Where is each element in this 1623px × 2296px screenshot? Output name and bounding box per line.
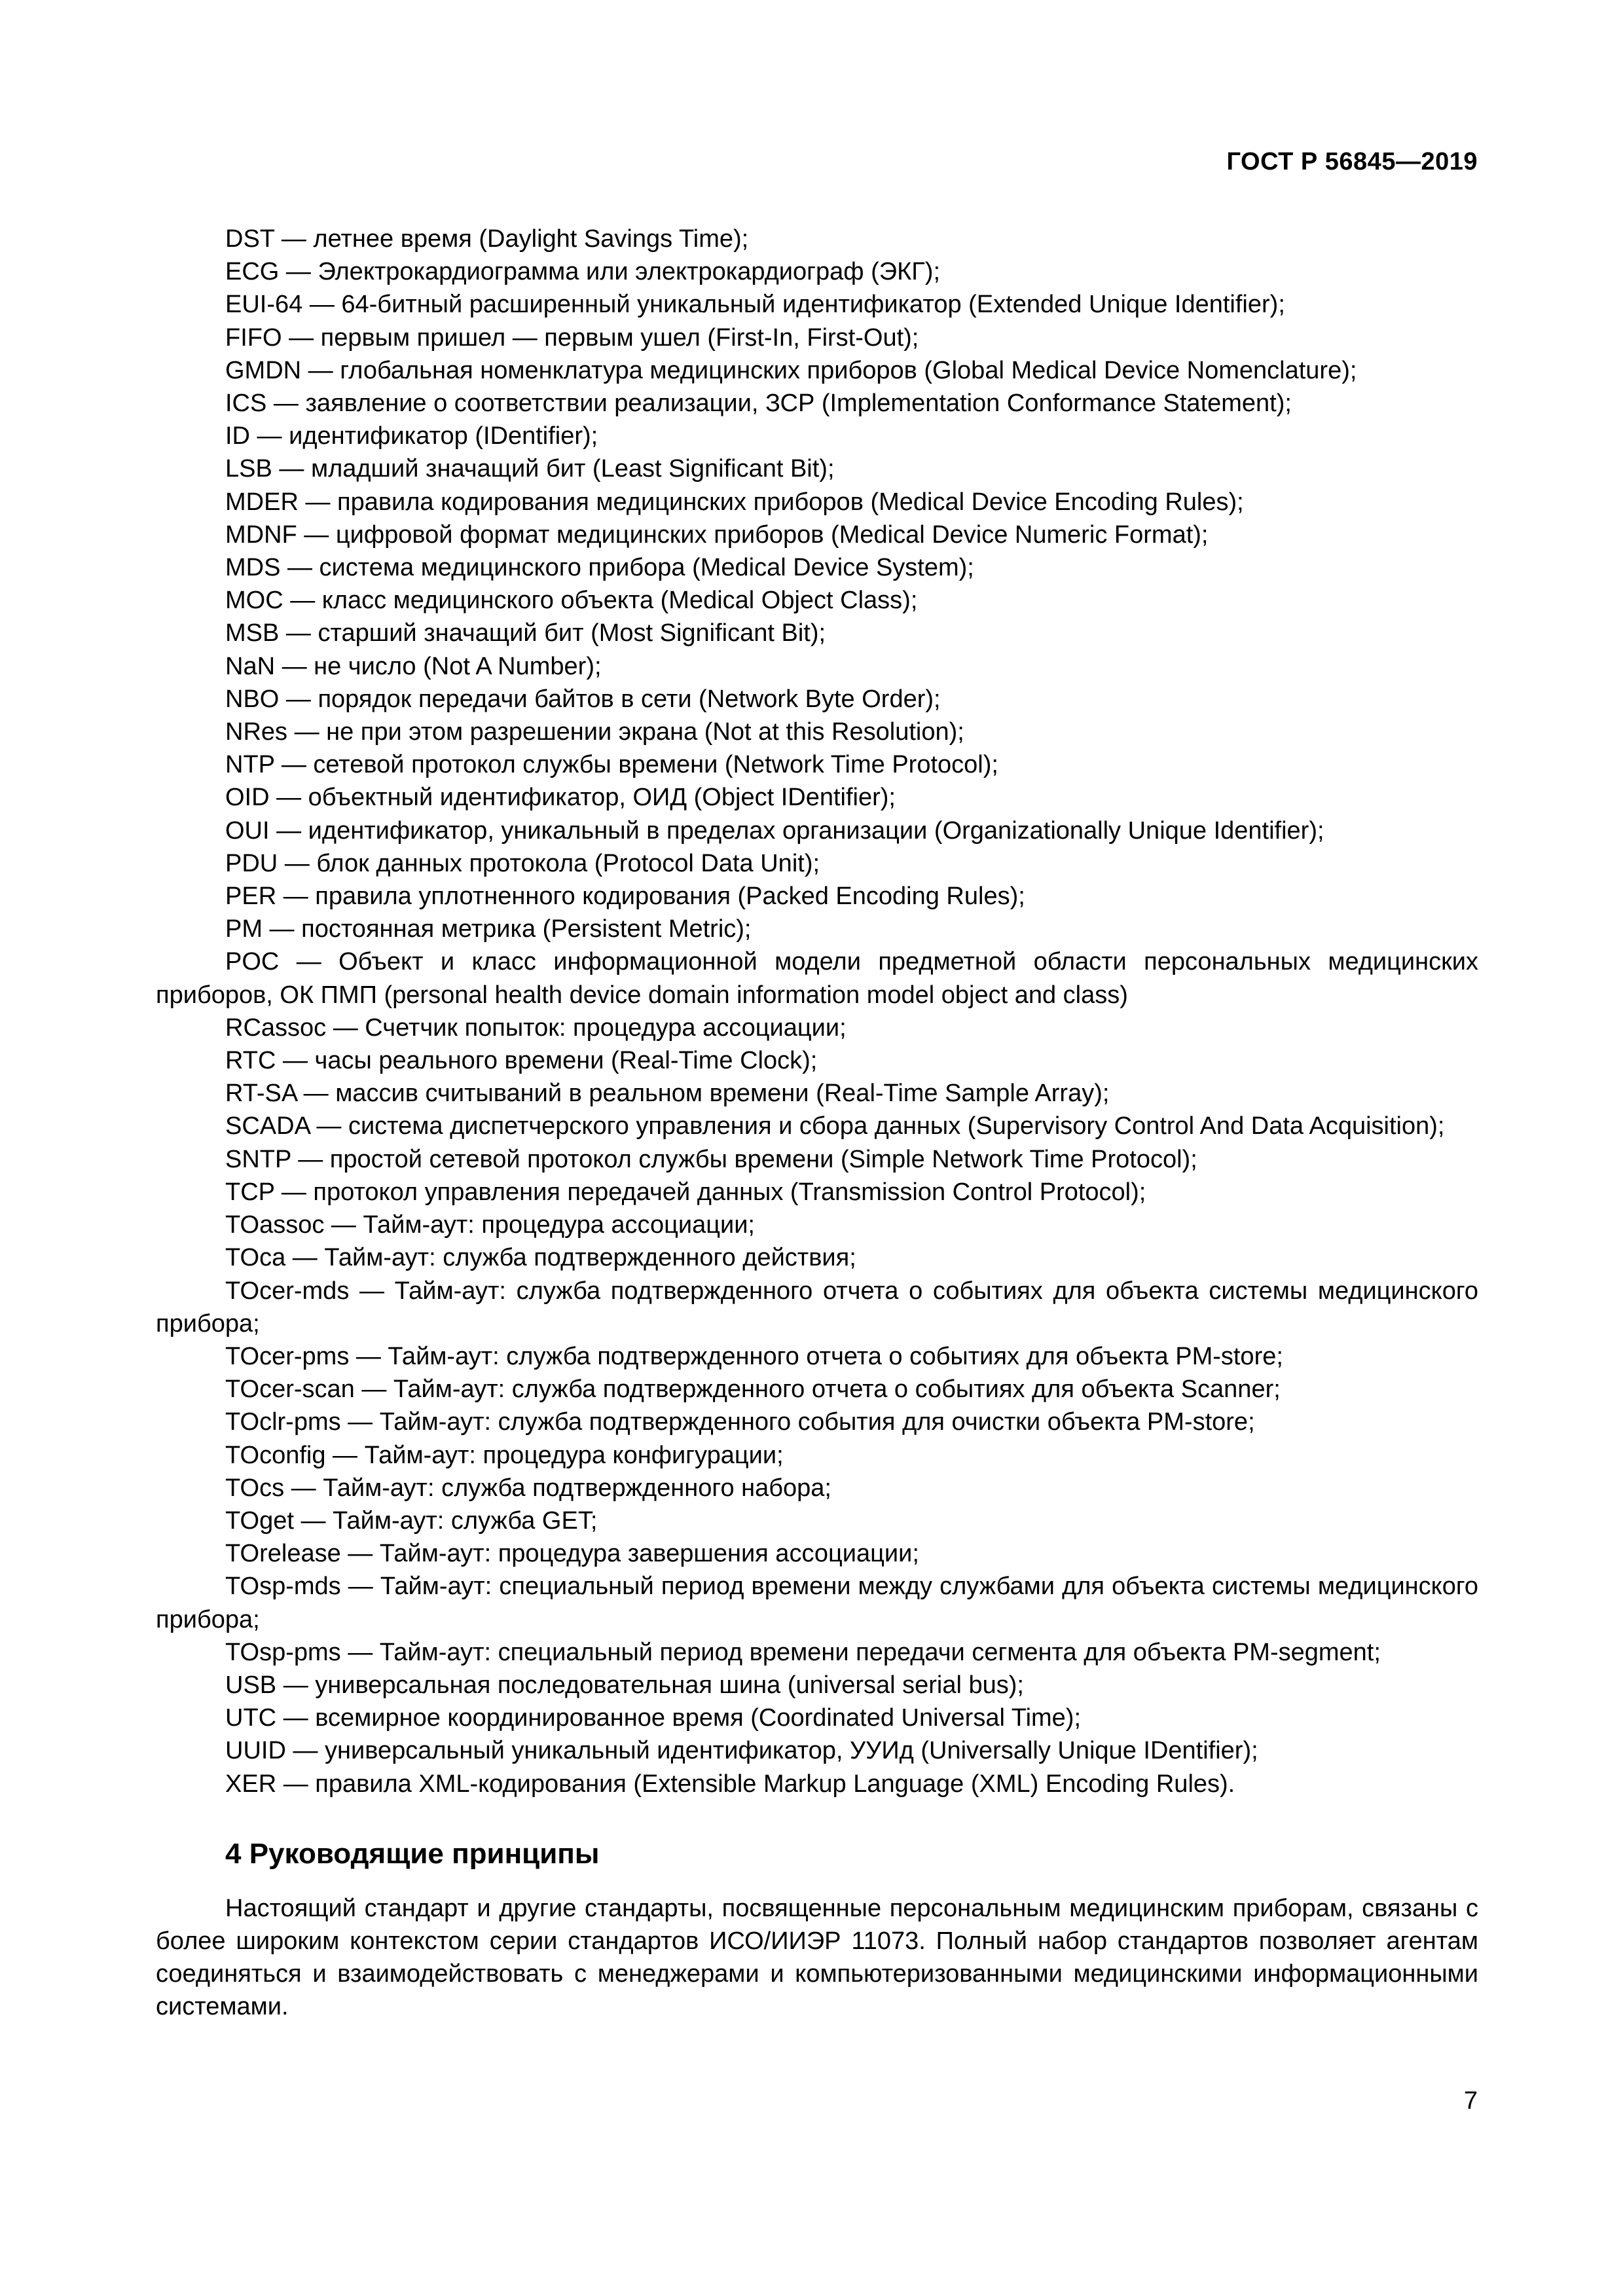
abbreviation-entry: TOsp-mds — Тайм-аут: специальный период времени между службами для объекта системы медицинского прибора;	[156, 1573, 1478, 1633]
abbreviation-entry: PER — правила уплотненного кодирования (Packed Encoding Rules);	[225, 883, 1025, 911]
abbreviation-entry: ICS — заявление о соответствии реализации, ЗСР (Implementation Conformance Statement);	[225, 390, 1292, 418]
abbreviation-entry: RCassoc — Счетчик попыток: процедура ассоциации;	[225, 1013, 847, 1042]
abbreviation-entry: OID — объектный идентификатор, ОИД (Object IDentifier);	[225, 784, 896, 812]
page-content	[156, 223, 1478, 2024]
abbreviation-entry: TOcer-pms — Тайм-аут: служба подтвержденного отчета о событиях для объекта PM-store;	[225, 1342, 1283, 1370]
section-paragraph: Настоящий стандарт и другие стандарты, посвященные персональным медицинским приборам, связаны с более широким контекстом серии стандартов ИСО/ИИЭР 11073. Полный набор стандартов позволяет агентам соединяться и взаимодействовать с менеджерами и компьютеризованными медицинскими информационными системами.	[156, 1894, 1478, 2021]
abbreviation-entry: TOsp-pms — Тайм-аут: специальный период времени передачи сегмента для объекта PM-segment;	[225, 1638, 1381, 1666]
abbreviation-entry: NRes — не при этом разрешении экрана (Not at this Resolution);	[225, 718, 964, 746]
abbreviation-entry: NTP — сетевой протокол службы времени (Network Time Protocol);	[225, 751, 998, 779]
abbreviation-entry: UTC — всемирное координированное время (Coordinated Universal Time);	[225, 1704, 1082, 1732]
abbreviation-entry: MDS — система медицинского прибора (Medical Device System);	[225, 554, 974, 582]
standard-header: ГОСТ Р 56845—2019	[1226, 148, 1478, 175]
abbreviation-entry: TOca — Тайм-аут: служба подтвержденного действия;	[225, 1244, 856, 1272]
section-heading: 4 Руководящие принципы	[225, 1837, 600, 1870]
abbreviation-entry: MDNF — цифровой формат медицинских приборов (Medical Device Numeric Format);	[225, 520, 1209, 549]
abbreviation-entry: EUI-64 — 64-битный расширенный уникальный идентификатор (Extended Unique Identifier);	[225, 291, 1285, 319]
abbreviation-entry: TOcs — Тайм-аут: служба подтвержденного набора;	[225, 1474, 831, 1502]
abbreviation-entry: MDER — правила кодирования медицинских приборов (Medical Device Encoding Rules);	[225, 488, 1244, 516]
abbreviation-entry: TOconfig — Тайм-аут: процедура конфигурации;	[225, 1441, 784, 1469]
abbreviation-entry: TOrelease — Тайм-аут: процедура завершения ассоциации;	[225, 1540, 919, 1568]
abbreviation-entry: TOclr-pms — Тайм-аут: служба подтвержденного события для очистки объекта PM-store;	[225, 1408, 1255, 1436]
abbreviation-entry: XER — правила XML-кодирования (Extensible Markup Language (XML) Encoding Rules).	[225, 1770, 1235, 1798]
abbreviation-entry: ECG — Электрокардиограмма или электрокардиограф (ЭКГ);	[225, 258, 940, 286]
abbreviation-entry: TCP — протокол управления передачей данных (Transmission Control Protocol);	[225, 1178, 1146, 1206]
abbreviation-entry: SCADA — система диспетчерского управления и сбора данных (Supervisory Control And Data Acquisition);	[225, 1112, 1445, 1140]
abbreviation-entry: POC — Объект и класс информационной модели предметной области персональных медицинских приборов, ОК ПМП (personal health device domain information model object and class)	[156, 948, 1478, 1009]
abbreviation-entry: MOC — класс медицинского объекта (Medical Object Class);	[225, 587, 918, 615]
abbreviation-entry: RTC — часы реального времени (Real-Time Clock);	[225, 1047, 818, 1075]
page-number: 7	[1463, 2087, 1478, 2115]
abbreviation-entry: FIFO — первым пришел — первым ушел (First-In, First-Out);	[225, 323, 919, 352]
abbreviation-entry: UUID — универсальный уникальный идентификатор, УУИд (Universally Unique IDentifier);	[225, 1737, 1258, 1765]
abbreviation-entry: GMDN — глобальная номенклатура медицинских приборов (Global Medical Device Nomenclature);	[225, 356, 1357, 384]
abbreviation-entry: DST — летнее время (Daylight Savings Time);	[225, 225, 749, 253]
abbreviation-entry: SNTP — простой сетевой протокол службы времени (Simple Network Time Protocol);	[225, 1145, 1197, 1173]
abbreviation-entry: TOcer-scan — Тайм-аут: служба подтвержденного отчета о событиях для объекта Scanner;	[225, 1376, 1281, 1404]
abbreviation-list	[156, 223, 1478, 1800]
abbreviation-entry: PM — постоянная метрика (Persistent Metric);	[225, 915, 752, 943]
abbreviation-entry: TOcer-mds — Тайм-аут: служба подтвержденного отчета о событиях для объекта системы медицинского прибора;	[156, 1277, 1478, 1338]
abbreviation-entry: TOassoc — Тайм-аут: процедура ассоциации;	[225, 1211, 755, 1239]
abbreviation-entry: LSB — младший значащий бит (Least Significant Bit);	[225, 455, 835, 483]
abbreviation-entry: TOget — Тайм-аут: служба GET;	[225, 1506, 598, 1535]
abbreviation-entry: OUI — идентификатор, уникальный в пределах организации (Organizationally Unique Identifier);	[225, 816, 1324, 845]
abbreviation-entry: NaN — не число (Not A Number);	[225, 652, 602, 680]
abbreviation-entry: NBO — порядок передачи байтов в сети (Network Byte Order);	[225, 685, 941, 713]
abbreviation-entry: USB — универсальная последовательная шина (universal serial bus);	[225, 1671, 1024, 1699]
abbreviation-entry: RT-SA — массив считываний в реальном времени (Real-Time Sample Array);	[225, 1080, 1110, 1108]
abbreviation-entry: MSB — старший значащий бит (Most Significant Bit);	[225, 619, 826, 647]
abbreviation-entry: ID — идентификатор (IDentifier);	[225, 422, 598, 450]
abbreviation-entry: PDU — блок данных протокола (Protocol Data Unit);	[225, 849, 820, 877]
